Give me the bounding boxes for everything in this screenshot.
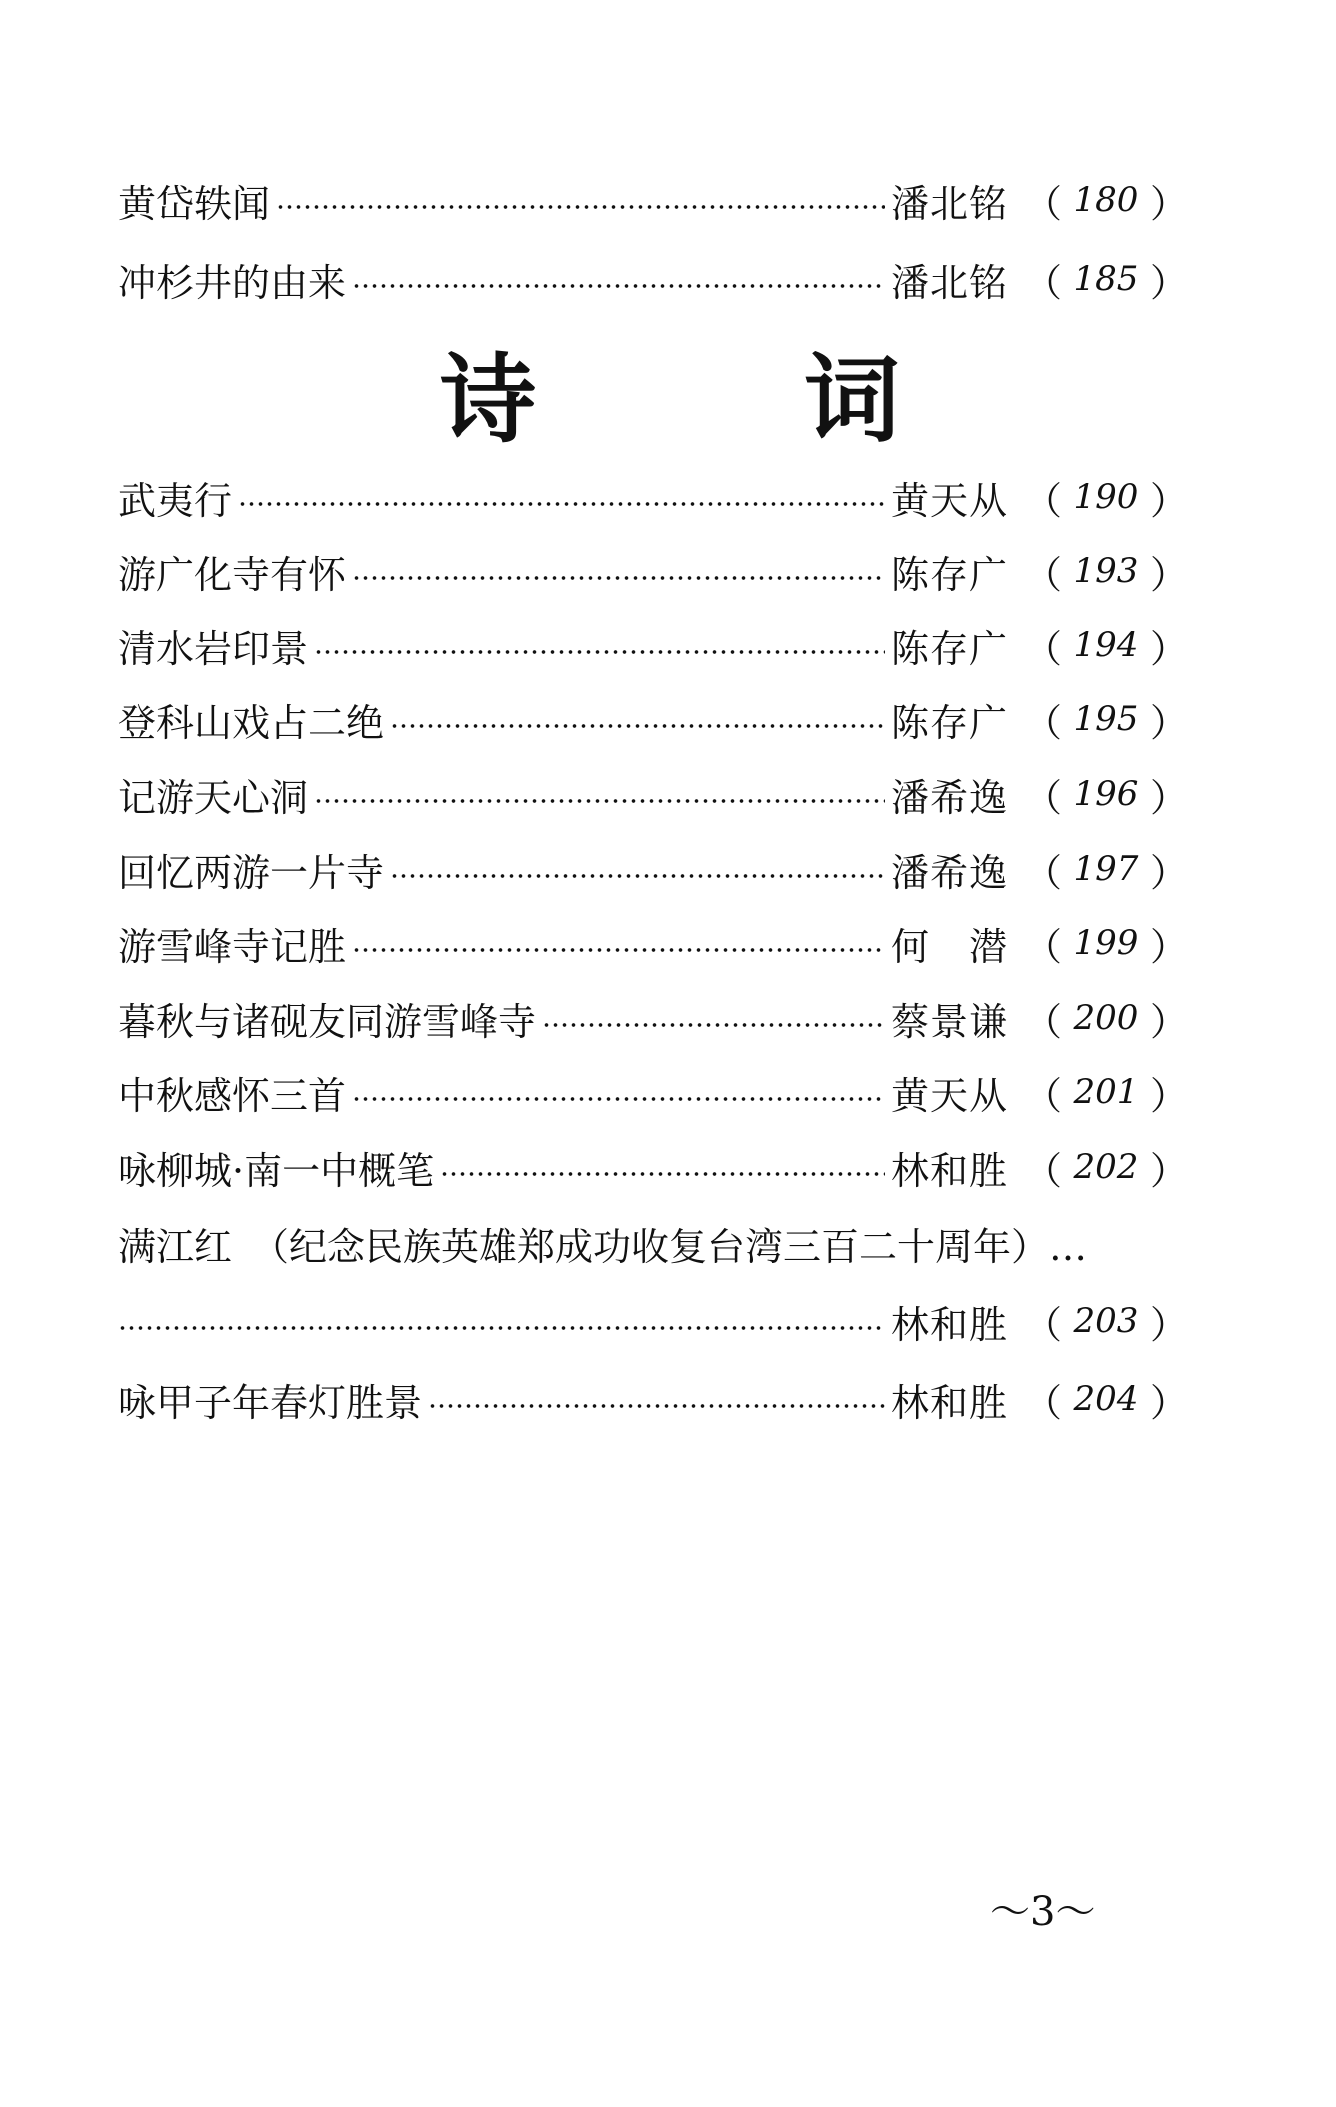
entry-page-ref [1014,1294,1198,1349]
entry-title: 冲杉井的由来 [118,260,347,305]
entry-author: 陈存广 [890,700,1008,745]
leader-dots [314,799,885,803]
open-paren: （ [1023,626,1062,671]
entry-page-ref [1014,991,1198,1046]
entry-title: 登科山戏占二绝 [118,700,385,745]
entry-page-ref [1014,173,1198,228]
toc-entry-long-title [118,1213,1198,1273]
leader-dots [238,502,885,506]
section-heading [440,345,900,455]
toc-entry [118,249,1198,309]
toc-entry [118,170,1198,230]
toc-entry [118,764,1198,824]
page-number-ref: 190 [1073,477,1139,517]
entry-author: 潘希逸 [890,775,1008,820]
close-paren: ） [1149,924,1188,969]
entry-title: 咏柳城·南一中概笔 [118,1148,435,1193]
entry-author: 潘北铭 [890,181,1008,226]
toc-entry [118,1369,1198,1429]
page-number-ref: 199 [1073,923,1139,963]
toc-entry [118,988,1198,1048]
entry-page-ref [1014,767,1198,822]
toc-entry-long-continuation [118,1291,1198,1351]
entry-page-ref [1014,618,1198,673]
entry-page-ref [1014,692,1198,747]
toc-entry [118,541,1198,601]
toc-entry [118,839,1198,899]
page-number-ref: 203 [1073,1301,1139,1341]
entry-page-ref [1014,1372,1198,1427]
entry-title: 清水岩印景 [118,626,309,671]
leader-dots [352,948,885,952]
toc-entry [118,913,1198,973]
entry-title: 回忆两游一片寺 [118,850,385,895]
page-number-ref: 196 [1073,774,1139,814]
entry-page-ref [1014,252,1198,307]
open-paren: （ [1023,181,1062,226]
page-number-ref: 202 [1073,1147,1139,1187]
close-paren: ） [1149,1302,1188,1347]
open-paren: （ [1023,775,1062,820]
close-paren: ） [1149,552,1188,597]
toc-entry [118,1137,1198,1197]
open-paren: （ [1023,478,1062,523]
open-paren: （ [1023,700,1062,745]
page-number-ref: 201 [1073,1072,1139,1112]
entry-title: 记游天心洞 [118,775,309,820]
page-number-ref: 197 [1073,849,1139,889]
leader-dots [118,1326,885,1330]
leader-dots [542,1023,885,1027]
toc-entry [118,1062,1198,1122]
entry-author: 何 潜 [890,924,1008,969]
open-paren: （ [1023,260,1062,305]
open-paren: （ [1023,552,1062,597]
entry-title: 中秋感怀三首 [118,1073,347,1118]
toc-entry [118,615,1198,675]
open-paren: （ [1023,1073,1062,1118]
section-heading-char: 诗 [440,343,536,456]
entry-author: 黄天从 [890,478,1008,523]
page-number-ref: 195 [1073,699,1139,739]
entry-page-ref [1014,1065,1198,1120]
leader-dots [276,205,885,209]
entry-author: 陈存广 [890,552,1008,597]
open-paren: （ [1023,1302,1062,1347]
close-paren: ） [1149,775,1188,820]
entry-title: 武夷行 [118,478,233,523]
open-paren: （ [1023,1148,1062,1193]
entry-page-ref [1014,1140,1198,1195]
open-paren: （ [1023,850,1062,895]
entry-title: 黄岱轶闻 [118,181,271,226]
entry-author: 林和胜 [890,1380,1008,1425]
toc-entry [118,689,1198,749]
entry-title: 游雪峰寺记胜 [118,924,347,969]
page-number-ref: 204 [1073,1379,1139,1419]
entry-author: 林和胜 [890,1302,1008,1347]
entry-title: 满江红 （纪念民族英雄郑成功收复台湾三百二十周年）… [118,1224,1088,1269]
close-paren: ） [1149,1073,1188,1118]
close-paren: ） [1149,1380,1188,1425]
page-number-ref: 185 [1073,259,1139,299]
entry-author: 潘希逸 [890,850,1008,895]
leader-dots [440,1172,885,1176]
leader-dots [390,874,885,878]
close-paren: ） [1149,260,1188,305]
entry-author: 蔡景谦 [890,999,1008,1044]
close-paren: ） [1149,626,1188,671]
entry-author: 陈存广 [890,626,1008,671]
open-paren: （ [1023,1380,1062,1425]
page-number-ref: 180 [1073,180,1139,220]
leader-dots [390,724,885,728]
page-number-ref: 193 [1073,551,1139,591]
close-paren: ） [1149,181,1188,226]
entry-page-ref [1014,842,1198,897]
entry-page-ref [1014,470,1198,525]
close-paren: ） [1149,700,1188,745]
open-paren: （ [1023,999,1062,1044]
close-paren: ） [1149,850,1188,895]
page-number-ref: 194 [1073,625,1139,665]
open-paren: （ [1023,924,1062,969]
leader-dots [352,576,885,580]
page-number-ref: 200 [1073,998,1139,1038]
entry-title: 暮秋与诸砚友同游雪峰寺 [118,999,537,1044]
leader-dots [352,284,885,288]
entry-title: 游广化寺有怀 [118,552,347,597]
entry-title: 咏甲子年春灯胜景 [118,1380,423,1425]
close-paren: ） [1149,1148,1188,1193]
close-paren: ） [1149,999,1188,1044]
leader-dots [352,1097,885,1101]
entry-page-ref [1014,916,1198,971]
entry-author: 潘北铭 [890,260,1008,305]
leader-dots [428,1404,885,1408]
page-footer-number: ～3～ [990,1889,1096,1935]
entry-page-ref [1014,544,1198,599]
close-paren: ） [1149,478,1188,523]
leader-dots [314,650,885,654]
entry-author: 黄天从 [890,1073,1008,1118]
entry-author: 林和胜 [890,1148,1008,1193]
toc-entry [118,467,1198,527]
section-heading-char: 词 [804,343,900,456]
